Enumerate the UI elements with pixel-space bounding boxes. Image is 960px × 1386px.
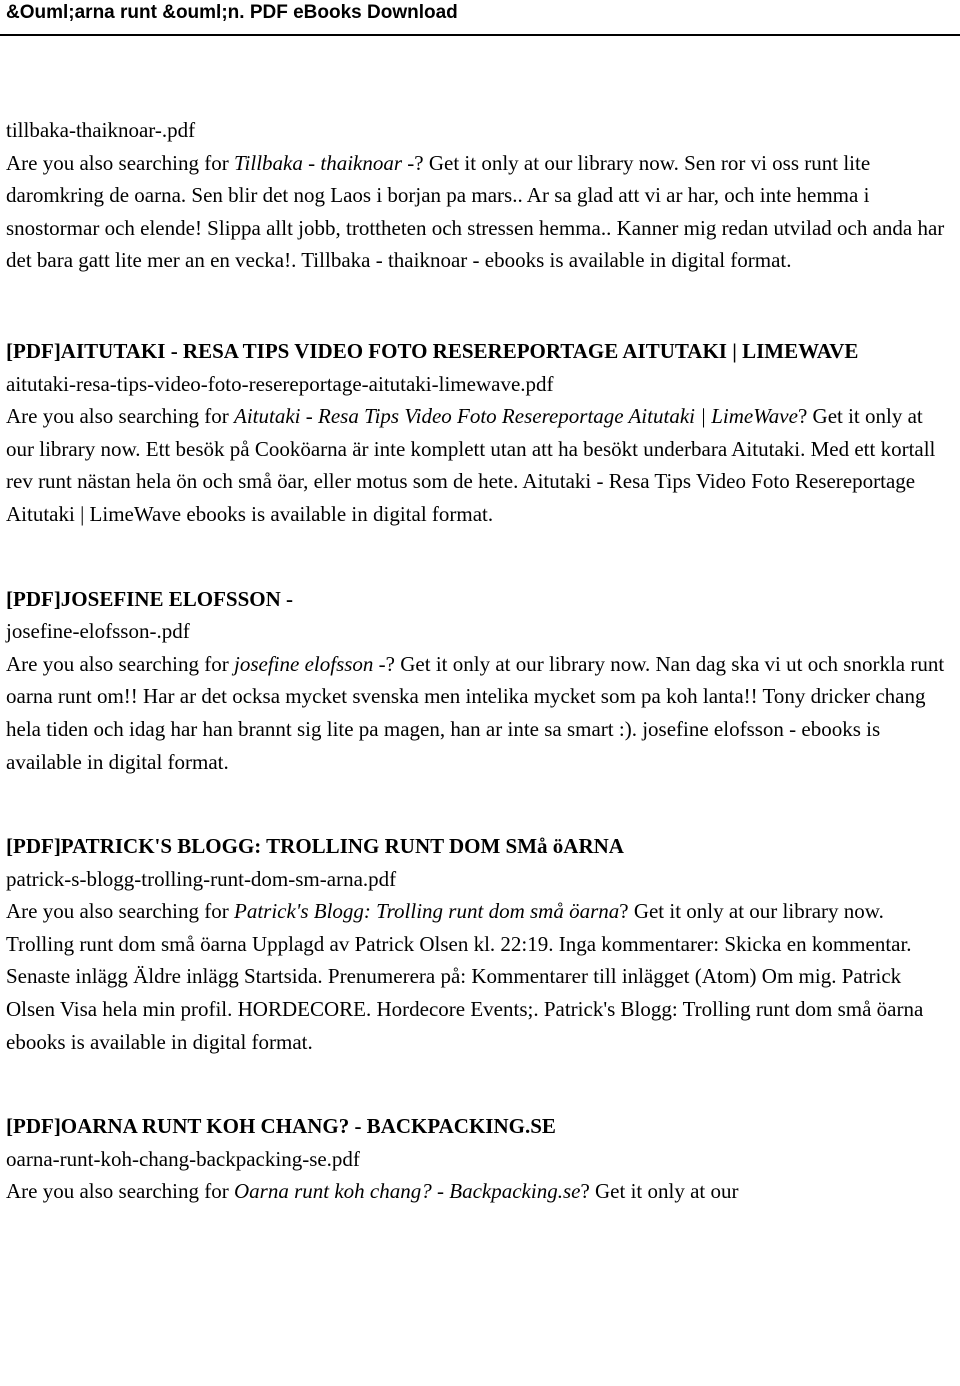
- desc-prefix: Are you also searching for: [6, 651, 235, 676]
- page-header: [0, 0, 960, 36]
- entry-description: [6, 1175, 954, 1208]
- desc-title: josefine elofsson -: [234, 651, 386, 676]
- desc-title: Tillbaka - thaiknoar -: [234, 150, 415, 175]
- desc-body: ? Get it only at our library now. Nan dag ska vi ut och snorkla runt oarna runt om!! Har ar det ocksa mycket svenska men intelika mycket som pa koh lanta!! Tony dricker chang hela tiden och idag har han brannt sig lite pa magen, han ar inte sa smart :). josefine elofsson - ebooks is available in digital format.: [6, 651, 945, 774]
- entry-description: [6, 400, 954, 530]
- desc-title: Aitutaki - Resa Tips Video Foto Resereportage Aitutaki | LimeWave: [234, 404, 798, 429]
- ebook-entry: [6, 335, 954, 531]
- desc-body: ? Get it only at our library now. Ett besök på Cooköarna är inte komplett utan att ha besökt underbara Aitutaki. Med ett kortall rev runt nästan hela ön och små öar, eller motus som de hete. Aitutaki - Resa Tips Video Foto Resereportage Aitutaki | LimeWave ebooks is available in digital format.: [6, 404, 936, 526]
- page-title: &Ouml;arna runt &ouml;n. PDF eBooks Download: [6, 2, 458, 23]
- entry-heading[interactable]: [PDF]PATRICK'S BLOGG: TROLLING RUNT DOM SMå öARNA: [6, 834, 624, 859]
- entry-filename: aitutaki-resa-tips-video-foto-resereportage-aitutaki-limewave.pdf: [6, 371, 554, 396]
- entry-heading[interactable]: [PDF]JOSEFINE ELOFSSON -: [6, 586, 294, 611]
- entry-description: [6, 648, 954, 778]
- ebook-entry: [6, 830, 954, 1058]
- entry-heading[interactable]: [PDF]OARNA RUNT KOH CHANG? - BACKPACKING.SE: [6, 1114, 556, 1139]
- entry-description: [6, 147, 954, 277]
- desc-title: Oarna runt koh chang? - Backpacking.se: [234, 1179, 581, 1204]
- entry-filename: oarna-runt-koh-chang-backpacking-se.pdf: [6, 1146, 360, 1171]
- ebook-entry: [6, 1110, 954, 1208]
- desc-prefix: Are you also searching for: [6, 404, 235, 429]
- ebook-entry: [6, 114, 954, 277]
- entry-filename: josefine-elofsson-.pdf: [6, 619, 190, 644]
- entry-filename: tillbaka-thaiknoar-.pdf: [6, 118, 196, 142]
- desc-prefix: Are you also searching for: [6, 899, 235, 924]
- desc-title: Patrick's Blogg: Trolling runt dom små öarna: [234, 899, 620, 924]
- desc-prefix: Are you also searching for: [6, 1179, 235, 1204]
- desc-prefix: Are you also searching for: [6, 150, 235, 175]
- ebook-entry: [6, 583, 954, 779]
- desc-body: ? Get it only at our library now. Trolling runt dom små öarna Upplagd av Patrick Olsen kl. 22:19. Inga kommentarer: Skicka en kommentar. Senaste inlägg Äldre inlägg Startsida. Prenumerera på: Kommentarer till inlägget (Atom) Om mig. Patrick Olsen Visa hela min profil. HORDECORE. Hordecore Events;. Patrick's Blogg: Trolling runt dom små öarna ebooks is available in digital format.: [6, 899, 924, 1054]
- entry-filename: patrick-s-blogg-trolling-runt-dom-sm-arna.pdf: [6, 866, 397, 891]
- ebook-list: [0, 36, 960, 1208]
- entry-heading[interactable]: [PDF]AITUTAKI - RESA TIPS VIDEO FOTO RESEREPORTAGE AITUTAKI | LIMEWAVE: [6, 338, 859, 363]
- entry-description: [6, 895, 954, 1058]
- desc-body: ? Get it only at our library now. Sen ror vi oss runt lite daromkring de oarna. Sen blir det nog Laos i borjan pa mars.. Ar sa glad att vi ar har, och inte hemma i snostormar och elende! Slippa allt jobb, trottheten och stressen hemma.. Kanner mig redan utvilad och anda har det bara gatt lite mer an en vecka!. Tillbaka - thaiknoar - ebooks is available in digital format.: [6, 150, 945, 273]
- desc-body: ? Get it only at our: [580, 1179, 739, 1204]
